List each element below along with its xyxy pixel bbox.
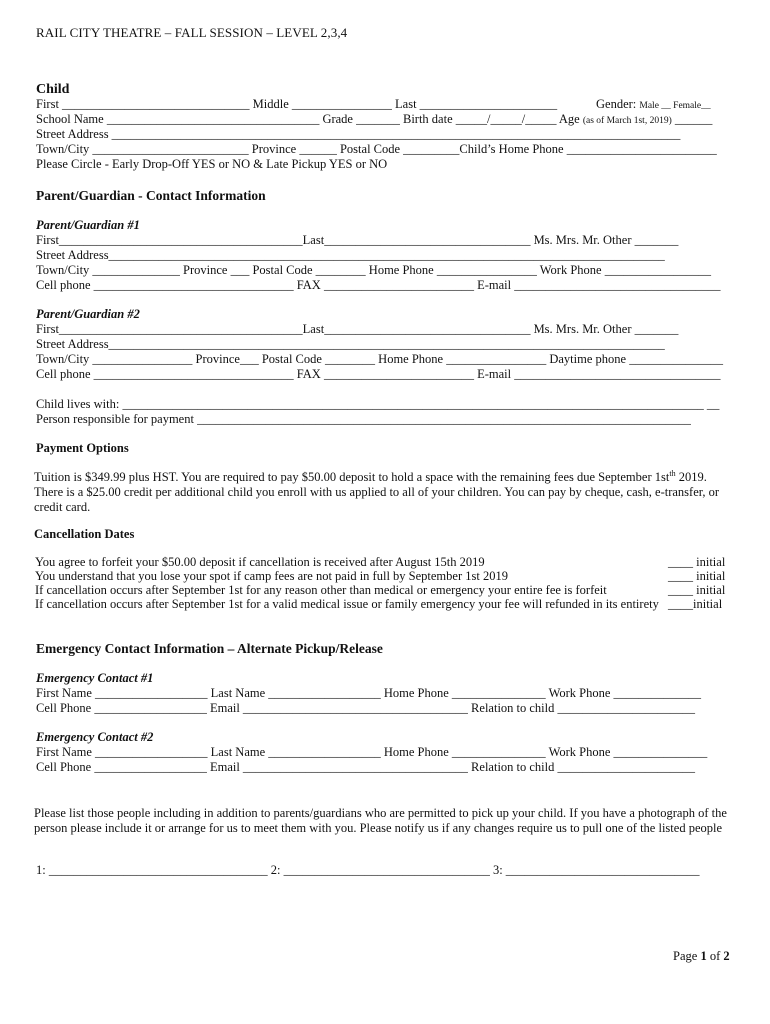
payment-heading: Payment Options [36,441,129,455]
cancellation-item-3: If cancellation occurs after September 1st for any reason other than medical or emergency your entire fee is forfeit [35,583,607,597]
guardian1-street-line[interactable]: Street Address_________________________________________________________________________________________ [36,248,665,262]
guardian1-heading: Parent/Guardian #1 [36,218,140,232]
parent-section-heading: Parent/Guardian - Contact Information [36,188,266,203]
cancellation-initial-1[interactable]: ____ initial [668,555,726,569]
guardian2-name-line[interactable]: First_______________________________________Last_________________________________ Ms. Mrs. Mr. Other _______ [36,322,679,336]
emergency1-heading: Emergency Contact #1 [36,671,154,685]
emergency1-cell-line[interactable]: Cell Phone __________________ Email ____________________________________ Relation to child ______________________ [36,701,696,715]
cancellation-initial-4[interactable]: ____initial [668,597,723,611]
child-pickup-circle-line[interactable]: Please Circle - Early Drop-Off YES or NO & Late Pickup YES or NO [36,157,388,171]
cancellation-item-1: You agree to forfeit your $50.00 deposit if cancellation is received after August 15th 2019 [35,555,485,569]
child-school-line[interactable] [36,113,712,127]
emergency1-name-line[interactable]: First Name __________________ Last Name __________________ Home Phone _______________ Work Phone ______________ [36,686,702,700]
cancellation-initial-2[interactable]: ____ initial [668,569,726,583]
child-lives-with-line[interactable]: Child lives with: _____________________________________________________________________________________________ __ [36,397,720,411]
age-note: (as of March 1st, 2019) [582,116,672,126]
page-number: Page 1 of 2 [673,949,730,963]
school-grade-birth-label: School Name __________________________________ Grade _______ Birth date _____/_____/_____ Age [36,112,580,126]
pickup-instructions: Please list those people including in addition to parents/guardians who are permitted to pick up your child. If you have a photograph of the person please include it or arrange for us to meet them with you. Please notify us if any changes require us to pull one of the listed people [34,806,727,835]
guardian1-name-line[interactable]: First_______________________________________Last_________________________________ Ms. Mrs. Mr. Other _______ [36,233,679,247]
payment-responsible-line[interactable]: Person responsible for payment _______________________________________________________________________________ [36,412,691,426]
form-title: RAIL CITY THEATRE – FALL SESSION – LEVEL 2,3,4 [36,25,348,40]
gender-label: Gender: [596,97,637,111]
payment-text: Tuition is $349.99 plus HST. You are required to pay $50.00 deposit to hold a space with the remaining fees due September $1st^{th}$ 2019. There is a $25.00 credit per additional child you enroll with us applied to all of your children. You can pay by cheque, cash, e-transfer, or credit card. [34,468,720,514]
guardian1-cell-line[interactable]: Cell phone ________________________________ FAX ________________________ E-mail _________________________________ [36,278,721,292]
child-name-line[interactable]: First ______________________________ Middle ________________ Last ______________________ [36,97,558,111]
age-blank[interactable]: ______ [671,112,713,126]
child-street-line[interactable]: Street Address ___________________________________________________________________________________________ [36,127,681,141]
emergency-heading: Emergency Contact Information – Alternate Pickup/Release [36,641,383,656]
child-gender-field[interactable] [596,98,711,112]
cancellation-initial-3[interactable]: ____ initial [668,583,726,597]
guardian1-town-line[interactable]: Town/City ______________ Province ___ Postal Code ________ Home Phone ________________ Work Phone _________________ [36,263,711,277]
gender-options[interactable]: Male __ Female__ [639,101,711,111]
cancellation-heading: Cancellation Dates [34,527,135,541]
cancellation-item-2: You understand that you lose your spot if camp fees are not paid in full by September 1st 2019 [35,569,508,583]
guardian2-town-line[interactable]: Town/City ________________ Province___ Postal Code ________ Home Phone ________________ Daytime phone _______________ [36,352,723,366]
emergency2-name-line[interactable]: First Name __________________ Last Name __________________ Home Phone _______________ Work Phone _______________ [36,745,708,759]
guardian2-cell-line[interactable]: Cell phone ________________________________ FAX ________________________ E-mail _________________________________ [36,367,721,381]
cancellation-item-4: If cancellation occurs after September 1st for a valid medical issue or family emergency your fee will refunded in its entirety [35,597,659,611]
emergency2-cell-line[interactable]: Cell Phone __________________ Email ____________________________________ Relation to child ______________________ [36,760,696,774]
emergency2-heading: Emergency Contact #2 [36,730,154,744]
guardian2-street-line[interactable]: Street Address_________________________________________________________________________________________ [36,337,665,351]
guardian2-heading: Parent/Guardian #2 [36,307,140,321]
child-heading: Child [36,82,70,97]
pickup-list-line[interactable]: 1: ___________________________________ 2: _________________________________ 3: _______________________________ [36,863,700,877]
child-town-line[interactable]: Town/City _________________________ Province ______ Postal Code _________Child’s Home Phone ________________________ [36,142,717,156]
